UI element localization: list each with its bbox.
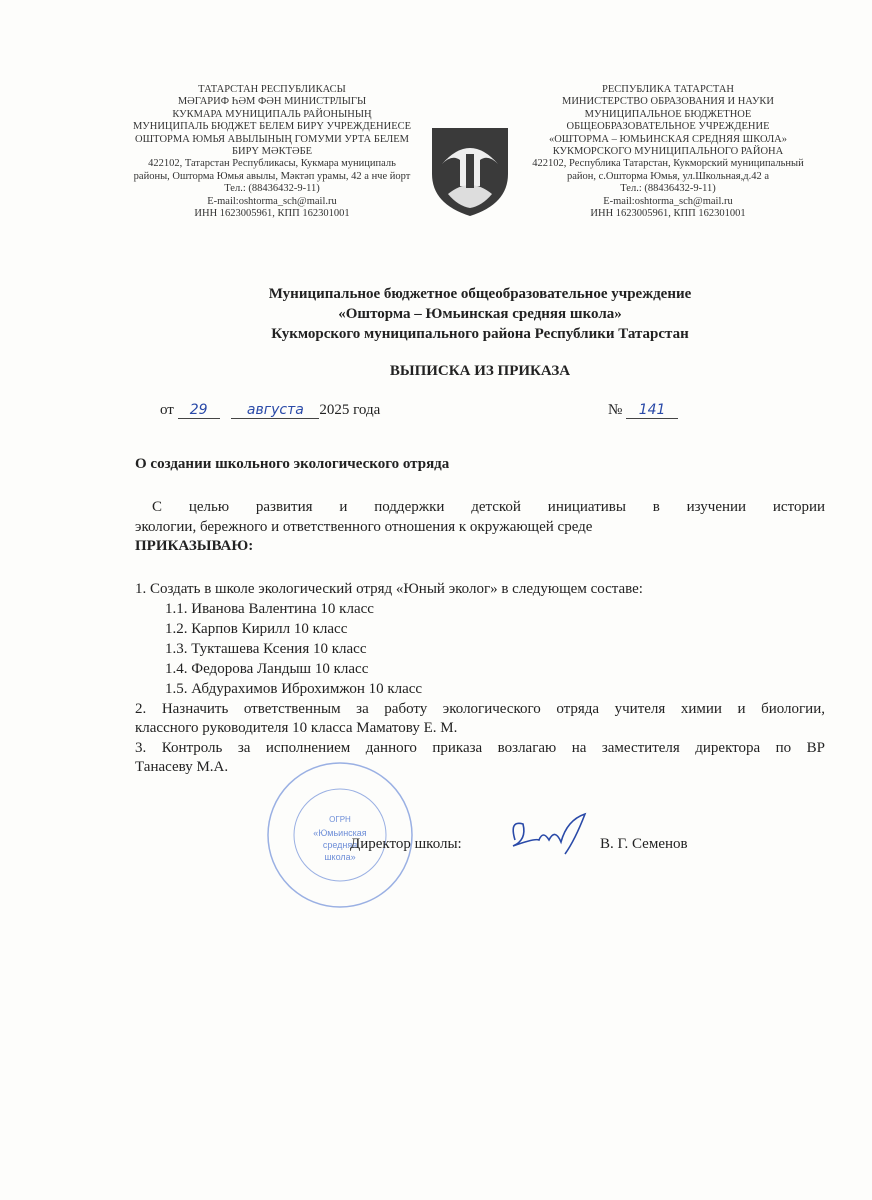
coat-of-arms-emblem bbox=[428, 124, 512, 218]
member-item: 1.4. Федорова Ландыш 10 класс bbox=[165, 661, 369, 677]
header-left bbox=[122, 84, 422, 220]
header-line: «ОШТОРМА – ЮМЬИНСКАЯ СРЕДНЯЯ ШКОЛА» bbox=[548, 133, 788, 145]
item-2-line-2: классного руководителя 10 класса Маматову Е. М. bbox=[135, 720, 458, 736]
number-value: 141 bbox=[626, 402, 678, 419]
header-line: МӘГАРИФ ҺӘМ ФӘН МИНИСТРЛЫГЫ bbox=[177, 96, 367, 108]
date-month: августа bbox=[231, 402, 319, 419]
header-line: КУКМАРА МУНИЦИПАЛЬ РАЙОНЫНЫҢ bbox=[172, 108, 372, 120]
school-seal-stamp bbox=[265, 760, 415, 910]
header-line: МИНИСТЕРСТВО ОБРАЗОВАНИЯ И НАУКИ bbox=[562, 96, 774, 108]
header-line: МУНИЦИПАЛЬ БЮДЖЕТ БЕЛЕМ БИРҮ УЧРЕЖДЕНИЕСЕ bbox=[132, 121, 412, 133]
svg-text:ОГРН: ОГРН bbox=[329, 815, 351, 824]
header-line: 422102, Татарстан Республикасы, Кукмара муниципаль bbox=[148, 158, 396, 170]
org-line-3: Кукморского муниципального района Республики Татарстан bbox=[271, 326, 689, 342]
preamble-line-1: С целью развития и поддержки детской инициативы в изучении истории bbox=[152, 499, 825, 515]
order-number bbox=[608, 402, 678, 419]
item-3-line-1: 3. Контроль за исполнением данного приказа возлагаю на заместителя директора по ВР bbox=[135, 740, 825, 756]
item-1: 1. Создать в школе экологический отряд «Юный эколог» в следующем составе: bbox=[135, 581, 643, 597]
header-line: ТАТАРСТАН РЕСПУБЛИКАСЫ bbox=[198, 84, 346, 95]
header-line: ИНН 1623005961, КПП 162301001 bbox=[194, 208, 350, 220]
order-subject: О создании школьного экологического отряда bbox=[135, 456, 450, 472]
svg-text:средняя: средняя bbox=[322, 840, 358, 850]
date-prefix: от bbox=[160, 402, 174, 418]
header-line: БИРҮ МӘКТӘБЕ bbox=[231, 146, 313, 158]
handwritten-signature bbox=[505, 810, 595, 860]
header-line: КУКМОРСКОГО МУНИЦИПАЛЬНОГО РАЙОНА bbox=[552, 146, 784, 158]
number-label: № bbox=[608, 402, 623, 418]
member-item: 1.2. Карпов Кирилл 10 класс bbox=[165, 621, 348, 637]
order-date bbox=[160, 402, 380, 419]
org-line-1: Муниципальное бюджетное общеобразовательное учреждение bbox=[268, 286, 692, 302]
header-line: РЕСПУБЛИКА ТАТАРСТАН bbox=[601, 84, 734, 95]
header-line: МУНИЦИПАЛЬНОЕ БЮДЖЕТНОЕ bbox=[584, 108, 752, 120]
svg-text:«Юмьинская: «Юмьинская bbox=[313, 828, 367, 838]
item-3-line-2: Танасеву М.А. bbox=[135, 759, 229, 775]
header-line: Тел.: (88436432-9-11) bbox=[620, 183, 716, 195]
header-line: ИНН 1623005961, КПП 162301001 bbox=[590, 208, 746, 220]
header-line: районы, Ошторма Юмья авылы, Мәктәп урамы, 42 а нче йорт bbox=[133, 170, 411, 182]
member-item: 1.1. Иванова Валентина 10 класс bbox=[165, 601, 374, 617]
header-line: Тел.: (88436432-9-11) bbox=[224, 183, 320, 195]
item-2-line-1: 2. Назначить ответственным за работу экологического отряда учителя химии и биологии, bbox=[135, 701, 825, 717]
document-title: ВЫПИСКА ИЗ ПРИКАЗА bbox=[389, 363, 571, 379]
header-line: E-mail:oshtorma_sch@mail.ru bbox=[207, 195, 337, 207]
header-right bbox=[518, 84, 818, 220]
order-word: ПРИКАЗЫВАЮ: bbox=[135, 538, 254, 554]
svg-text:школа»: школа» bbox=[324, 852, 356, 862]
header-line: 422102, Республика Татарстан, Кукморский муниципальный bbox=[532, 158, 804, 170]
header-line: ОБЩЕОБРАЗОВАТЕЛЬНОЕ УЧРЕЖДЕНИЕ bbox=[566, 121, 770, 133]
signer-name: В. Г. Семенов bbox=[600, 836, 688, 852]
signer-position: Директор школы: bbox=[350, 836, 462, 852]
org-line-2: «Ошторма – Юмьинская средняя школа» bbox=[338, 306, 622, 322]
member-item: 1.5. Абдурахимов Иброхимжон 10 класс bbox=[165, 681, 423, 697]
member-item: 1.3. Тукташева Ксения 10 класс bbox=[165, 641, 367, 657]
header-line: ОШТОРМА ЮМЬЯ АВЫЛЫНЫҢ ГОМУМИ УРТА БЕЛЕМ bbox=[135, 133, 409, 145]
date-day: 29 bbox=[178, 402, 220, 419]
date-year: 2025 года bbox=[319, 402, 381, 418]
header-line: район, с.Ошторма Юмья, ул.Школьная,д.42 а bbox=[567, 170, 769, 182]
header-line: E-mail:oshtorma_sch@mail.ru bbox=[603, 195, 733, 207]
preamble-line-2: экологии, бережного и ответственного отношения к окружающей среде bbox=[135, 519, 593, 535]
